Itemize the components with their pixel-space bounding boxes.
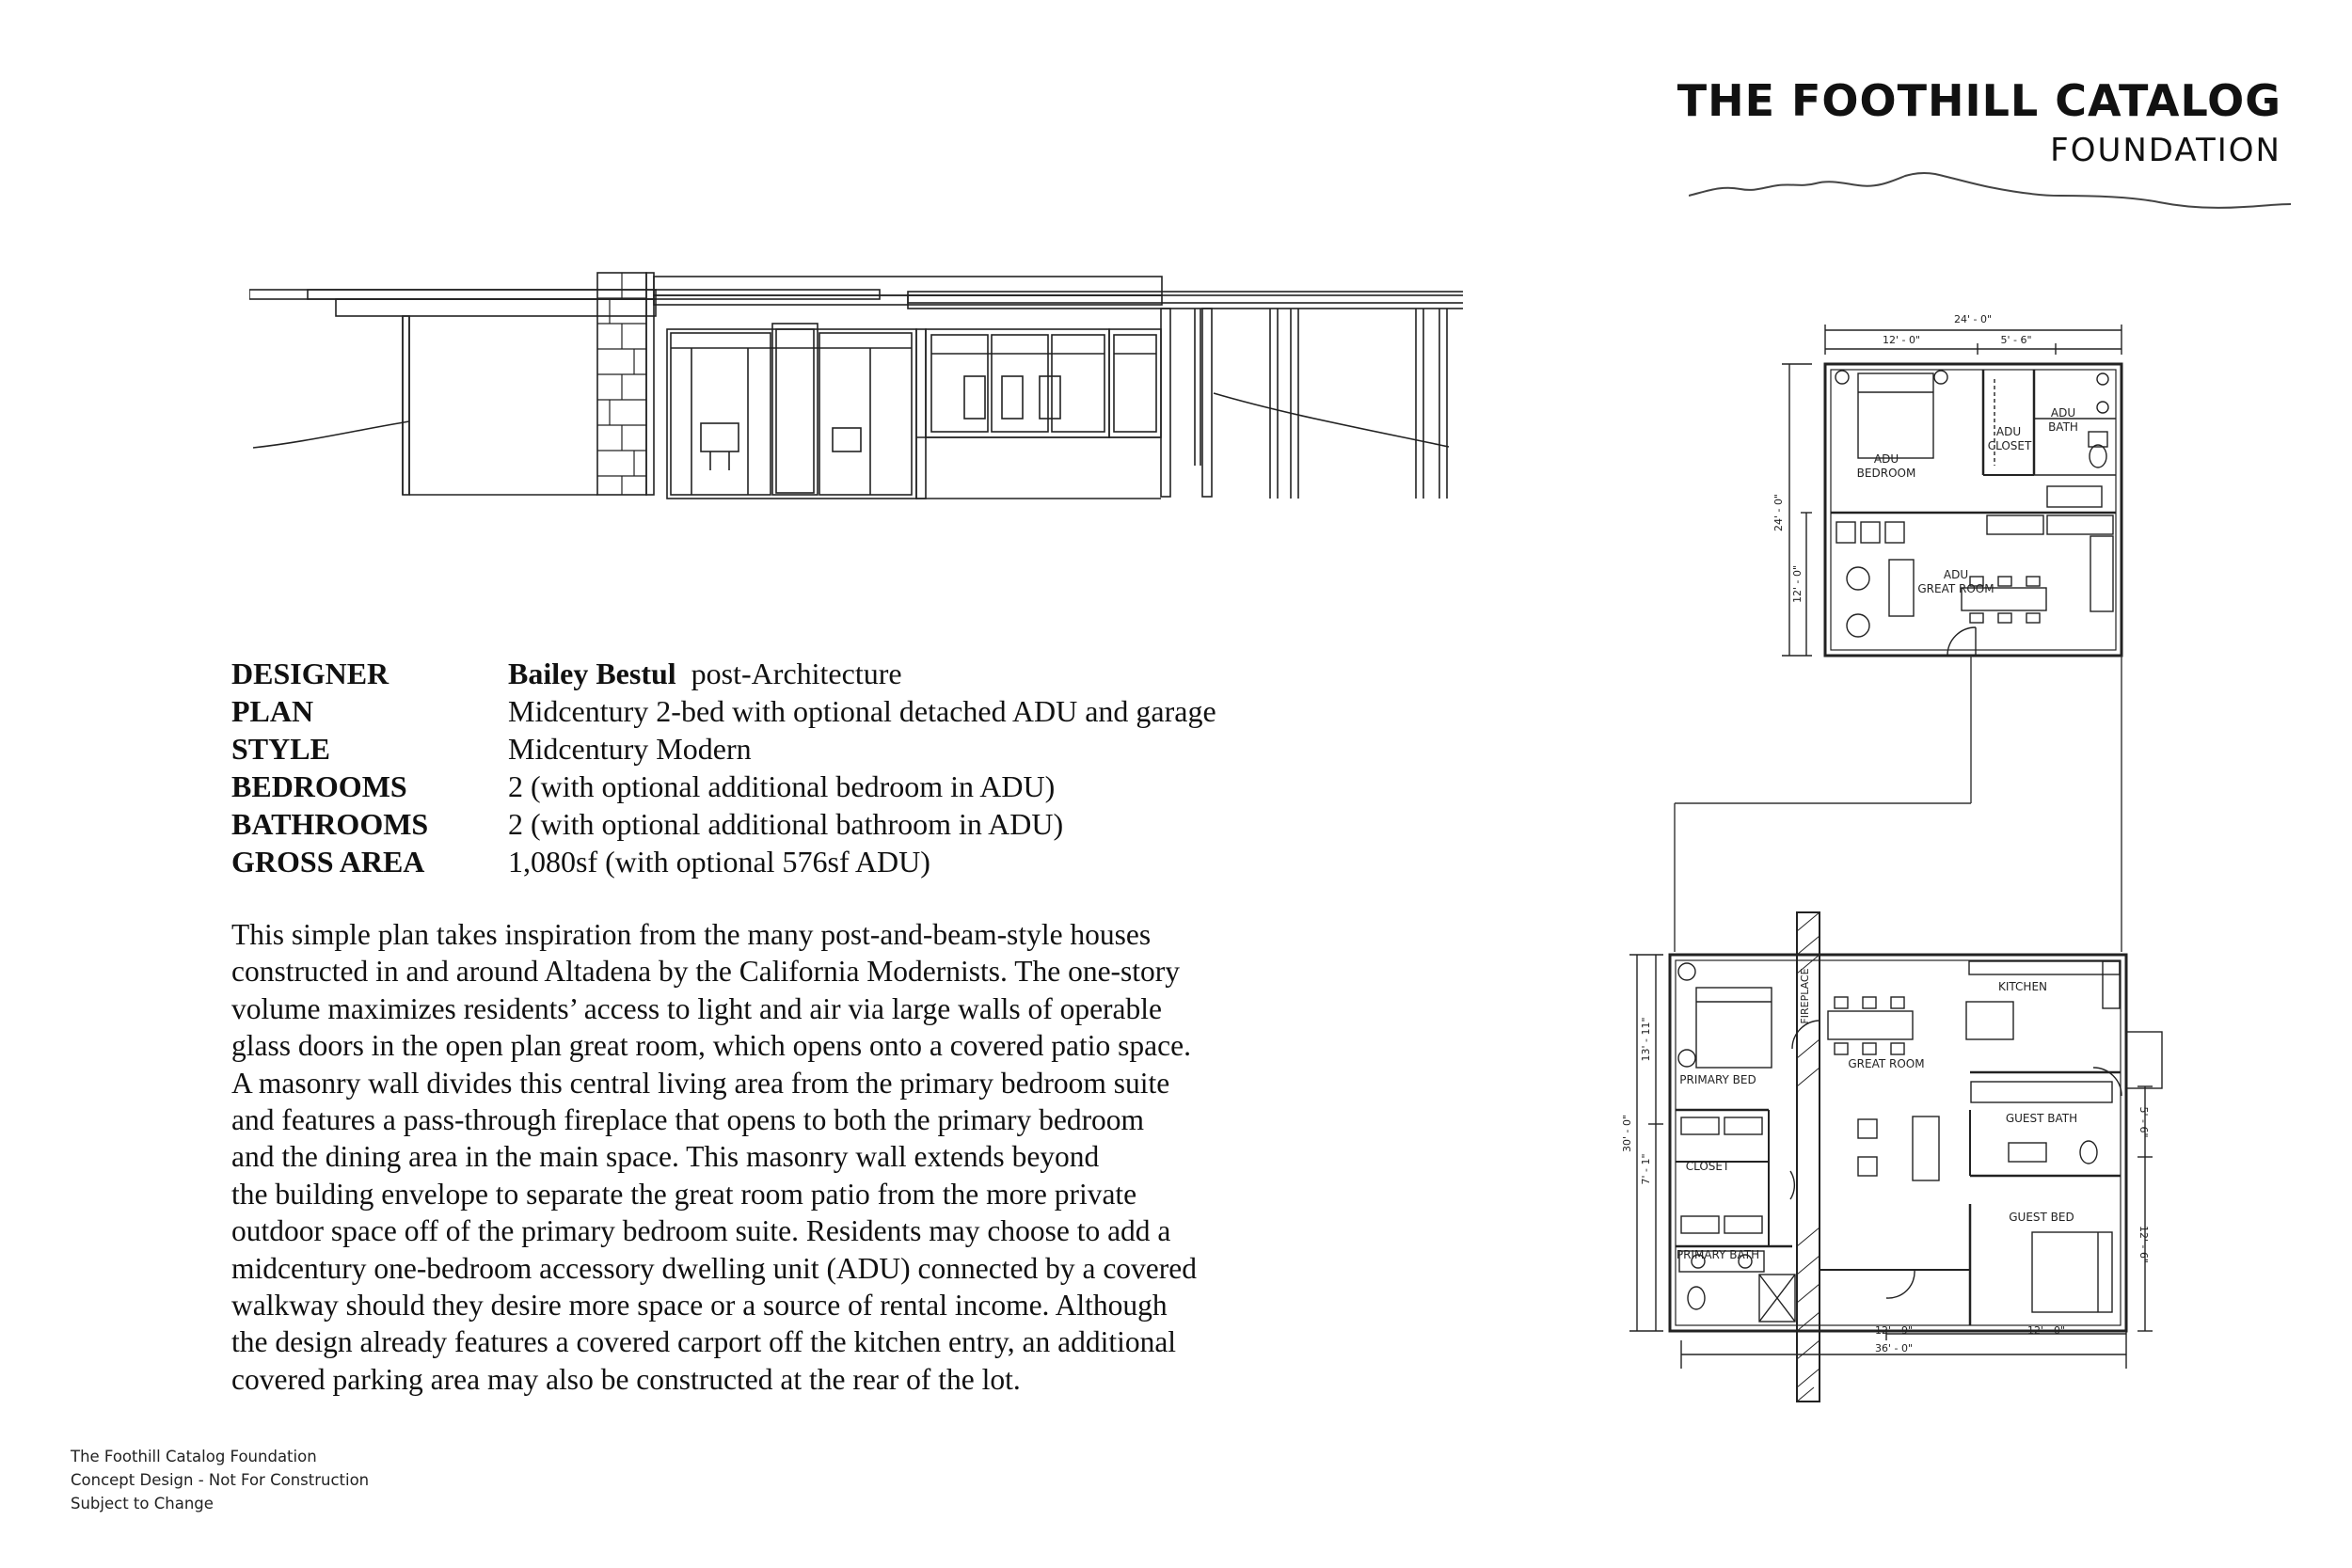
spec-key: PLAN	[231, 694, 314, 728]
description-line: volume maximizes residents’ access to light and air via large walls of operable	[231, 991, 1163, 1025]
description-line: walkway should they desire more space or a source of rental income. Although	[231, 1289, 1168, 1323]
spec-value: 2 (with optional additional bathroom in ADU)	[508, 807, 1064, 841]
adu-dim-width-left: 12' - 0"	[1882, 334, 1921, 346]
adu-floor-plan	[1769, 306, 2164, 682]
dim-depth-upper: 13' - 11"	[1640, 1017, 1652, 1062]
kitchen-label: KITCHEN	[1998, 980, 2047, 993]
description-line: midcentury one-bedroom accessory dwelling unit (ADU) connected by a covered	[231, 1251, 1198, 1285]
primary-bath-label: PRIMARY BATH	[1676, 1248, 1760, 1261]
main-floor-plan	[1613, 870, 2192, 1406]
spec-row-plan	[231, 692, 1216, 730]
spec-row-gross-area	[231, 843, 1216, 880]
primary-bed-label: PRIMARY BED	[1679, 1073, 1756, 1086]
description-line: A masonry wall divides this central living area from the primary bedroom suite	[231, 1066, 1170, 1100]
description-line: and the dining area in the main space. This masonry wall extends beyond	[231, 1140, 1100, 1174]
description-line: constructed in and around Altadena by the California Modernists. The one-story	[231, 955, 1181, 989]
footer-line: The Foothill Catalog Foundation	[71, 1448, 317, 1465]
dim-right-lower: 12' - 6"	[2137, 1225, 2150, 1264]
spec-row-bedrooms	[231, 768, 1216, 805]
adu-closet-label: CLOSET	[1987, 439, 2032, 452]
adu-dim-depth-lower: 12' - 0"	[1791, 564, 1804, 604]
spec-row-designer	[231, 655, 1216, 692]
catalog-subtitle: FOUNDATION	[2050, 132, 2281, 169]
designer-name: Bailey Bestul	[508, 657, 676, 690]
guest-bed-label: GUEST BED	[2009, 1211, 2074, 1224]
spec-value: post-Architecture	[691, 657, 902, 690]
adu-great-room-label: ADU	[1943, 568, 1969, 581]
description-line: outdoor space off of the primary bedroom suite. Residents may choose to add a	[231, 1214, 1171, 1248]
spec-value: 2 (with optional additional bedroom in ADU)	[508, 769, 1056, 803]
adu-dim-overall-depth: 24' - 0"	[1772, 493, 1785, 532]
dim-bottom-right: 12' - 0"	[2026, 1324, 2066, 1337]
spec-key: DESIGNER	[231, 657, 389, 690]
dim-depth-lower: 7' - 1"	[1640, 1153, 1652, 1185]
spec-value: Midcentury 2-bed with optional detached ADU and garage	[508, 694, 1216, 728]
mountain-line-logo	[1689, 165, 2291, 230]
spec-key: STYLE	[231, 732, 330, 766]
description-line: glass doors in the open plan great room, which opens onto a covered patio space.	[231, 1029, 1191, 1063]
spec-key: BEDROOMS	[231, 769, 407, 803]
spec-row-bathrooms	[231, 805, 1216, 843]
spec-key: GROSS AREA	[231, 845, 425, 879]
adu-great-room-label: GREAT ROOM	[1917, 582, 1994, 595]
dim-bottom-overall: 36' - 0"	[1874, 1342, 1914, 1354]
spec-value: Midcentury Modern	[508, 732, 752, 766]
description-line: covered parking area may also be constructed at the rear of the lot.	[231, 1362, 1021, 1396]
spec-key: BATHROOMS	[231, 807, 429, 841]
spec-table	[231, 655, 1216, 880]
adu-bath-label: ADU	[2050, 406, 2076, 420]
adu-bedroom-label: ADU	[1873, 452, 1899, 466]
adu-dim-overall-width: 24' - 0"	[1953, 313, 1993, 325]
dim-bottom-left: 12' - 9"	[1874, 1324, 1914, 1337]
dim-depth-overall: 30' - 0"	[1621, 1114, 1633, 1153]
dim-right-upper: 5' - 6"	[2137, 1106, 2150, 1138]
footer-line: Concept Design - Not For Construction	[71, 1471, 370, 1489]
description-line: the design already features a covered carport off the kitchen entry, an additional	[231, 1325, 1177, 1359]
elevation-drawing	[249, 263, 1463, 517]
footer-line: Subject to Change	[71, 1495, 214, 1513]
adu-bedroom-label: BEDROOM	[1856, 467, 1916, 480]
spec-value: 1,080sf (with optional 576sf ADU)	[508, 845, 930, 879]
guest-bath-label: GUEST BATH	[2005, 1112, 2078, 1125]
catalog-title: THE FOOTHILL CATALOG	[1677, 75, 2281, 126]
adu-closet-label: ADU	[1995, 425, 2022, 438]
description-line: the building envelope to separate the great room patio from the more private	[231, 1177, 1137, 1211]
footer-notes	[71, 1445, 369, 1515]
adu-bath-label: BATH	[2048, 420, 2078, 434]
plan-description	[231, 916, 1276, 1398]
fireplace-label: FIREPLACE	[1799, 968, 1811, 1024]
spec-row-style	[231, 730, 1216, 768]
closet-label: CLOSET	[1685, 1160, 1730, 1173]
description-line: and features a pass-through fireplace that opens to both the primary bedroom	[231, 1103, 1145, 1137]
great-room-label: GREAT ROOM	[1848, 1057, 1925, 1070]
adu-dim-width-right: 5' - 6"	[2000, 334, 2032, 346]
description-line: This simple plan takes inspiration from the many post-and-beam-style houses	[231, 918, 1152, 951]
